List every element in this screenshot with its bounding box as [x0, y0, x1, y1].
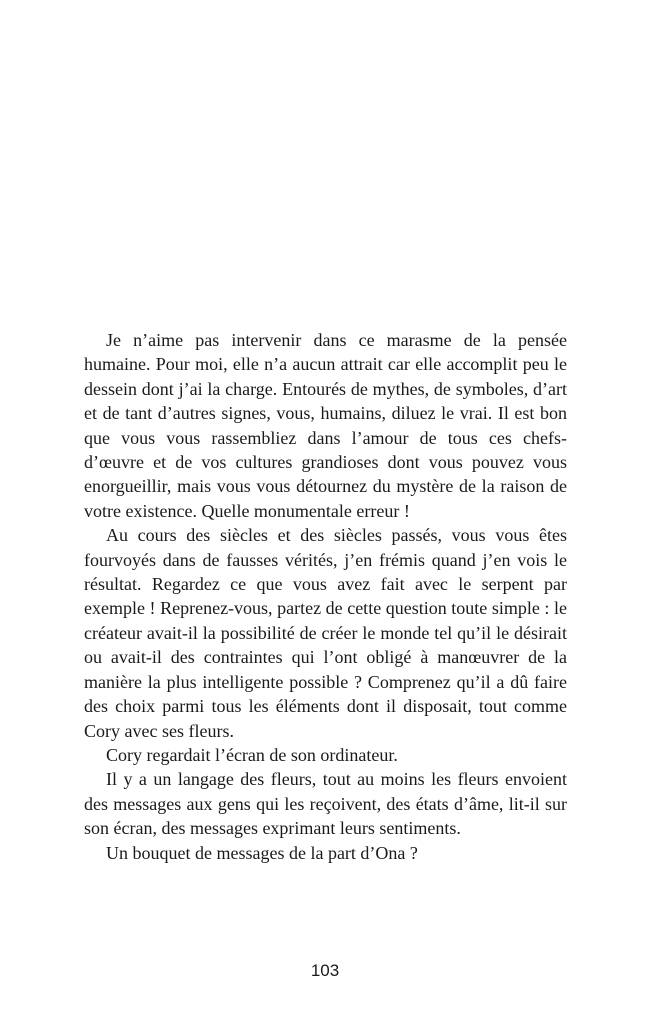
paragraph-4: Il y a un langage des fleurs, tout au moins les fleurs envoient des messages aux gens qui les reçoivent, des états d’âme, lit-il sur son écran, des messages exprimant leurs sentiments.: [84, 769, 567, 839]
paragraph-1: Je n’aime pas intervenir dans ce marasme de la pensée humaine. Pour moi, elle n’a aucun attrait car elle accomplit peu le dessein dont j’ai la charge. Entourés de mythes, de symboles, d’art et de tant d’autres signes, vous, humains, diluez le vrai. Il est bon que vous vous rassembliez dans l’amour de tous ces chefs-d’œuvre et de vos cultures grandioses dont vous pouvez vous enorgueillir, mais vous vous détournez du mystère de la raison de votre existence. Quelle monumentale erreur !: [84, 330, 567, 521]
body-text: [84, 328, 567, 865]
paragraph-3: Cory regardait l’écran de son ordinateur.: [106, 744, 398, 765]
paragraph-2: Au cours des siècles et des siècles passés, vous vous êtes fourvoyés dans de fausses vérités, j’en frémis quand j’en vois le résultat. Regardez ce que vous avez fait avec le serpent par exemple ! Reprenez-vous, partez de cette question toute simple : le créateur avait-il la possibilité de créer le monde tel qu’il le désirait ou avait-il des contraintes qui l’ont obligé à manœuvrer de la manière la plus intelligente possible ? Comprenez qu’il a dû faire des choix parmi tous les éléments dont il disposait, tout comme Cory avec ses fleurs.: [84, 525, 567, 741]
paragraph-5: Un bouquet de messages de la part d’Ona ?: [106, 842, 418, 863]
page-number: 103: [310, 961, 340, 980]
